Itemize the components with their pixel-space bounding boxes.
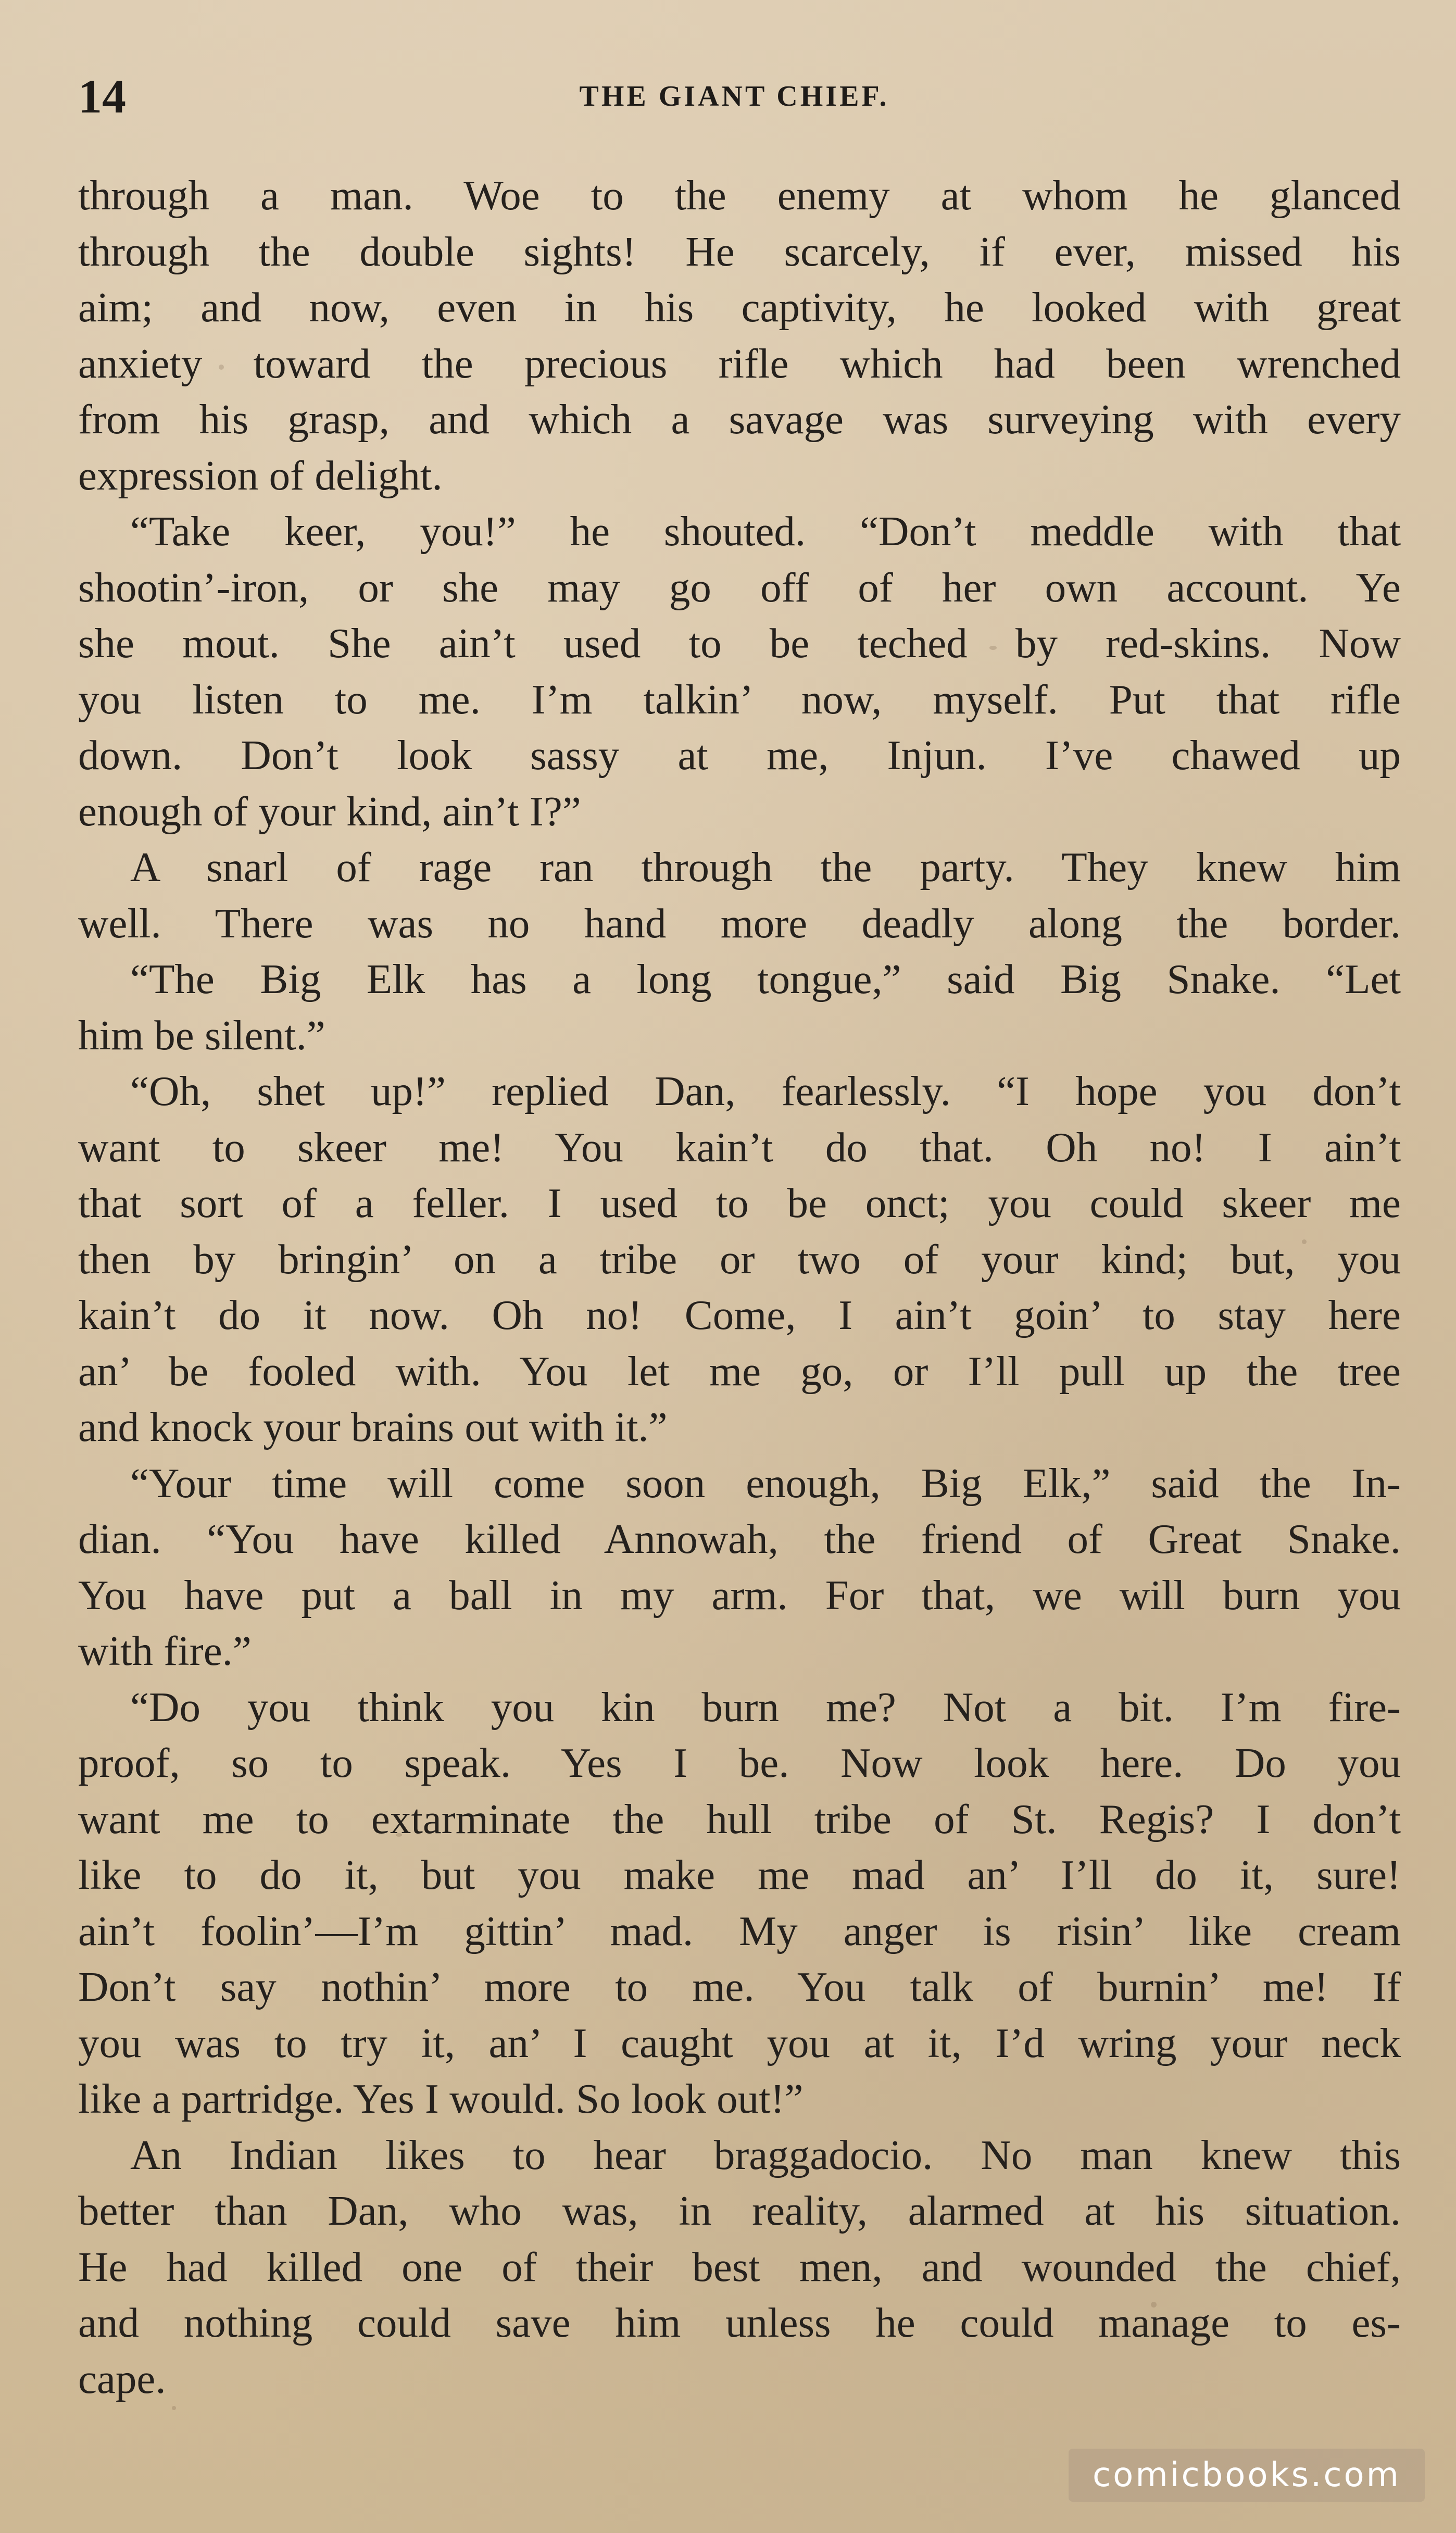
text-line: A snarl of rage ran through the party. They knew him [130,844,1401,891]
text-line: and nothing could save him unless he could manage to es- [78,2299,1401,2346]
text-line: An Indian likes to hear braggadocio. No man knew this [130,2131,1401,2178]
text-line: well. There was no hand more deadly along the border. [78,899,1401,947]
page-number: 14 [78,70,126,123]
text-line: ain’t foolin’—I’m gittin’ mad. My anger is risin’ like cream [78,1907,1401,1954]
text-line: an’ be fooled with. You let me go, or I’ll pull up the tree [78,1347,1401,1395]
text-line: He had killed one of their best men, and wounded the chief, [78,2243,1401,2290]
text-line: you listen to me. I’m talkin’ now, myself. Put that rifle [78,675,1401,723]
text-line: you was to try it, an’ I caught you at it, I’d wring your neck [78,2019,1401,2066]
text-line: “Your time will come soon enough, Big Elk,” said the In- [130,1459,1401,1507]
text-line: dian. “You have killed Annowah, the friend of Great Snake. [78,1515,1401,1562]
text-line: enough of your kind, ain’t I?” [78,787,581,835]
text-line: through the double sights! He scarcely, if ever, missed his [78,228,1401,275]
text-line: want to skeer me! You kain’t do that. Oh no! I ain’t [78,1123,1401,1171]
text-line: “Do you think you kin burn me? Not a bit. I’m fire- [130,1683,1401,1731]
text-line: want me to extarminate the hull tribe of St. Regis? I don’t [78,1795,1401,1842]
text-line: “Oh, shet up!” replied Dan, fearlessly. “I hope you don’t [130,1068,1401,1114]
text-line: with fire.” [78,1627,252,1674]
text-line: “Take keer, you!” he shouted. “Don’t meddle with that [130,508,1401,555]
text-line: through a man. Woe to the enemy at whom he glanced [78,172,1401,219]
text-line: that sort of a feller. I used to be onct; you could skeer me [78,1180,1401,1226]
text-line: like to do it, but you make me mad an’ I’ll do it, sure! [78,1851,1401,1898]
text-line: like a partridge. Yes I would. So look out!” [78,2075,804,2122]
text-line: from his grasp, and which a savage was surveying with every [78,396,1401,443]
text-line: she mout. She ain’t used to be teched by red-skins. Now [78,620,1401,667]
page-header [78,68,1390,125]
text-line: expression of delight. [78,452,443,499]
text-line: proof, so to speak. Yes I be. Now look here. Do you [78,1739,1401,1786]
text-line: You have put a ball in my arm. For that, we will burn you [78,1571,1401,1619]
text-line: aim; and now, even in his captivity, he looked with great [78,284,1401,331]
text-line: better than Dan, who was, in reality, alarmed at his situation. [78,2187,1401,2234]
text-line: shootin’-iron, or she may go off of her own account. Ye [78,563,1401,611]
story-text [78,168,1401,2423]
text-line: then by bringin’ on a tribe or two of your kind; but, you [78,1235,1401,1283]
text-line: kain’t do it now. Oh no! Come, I ain’t goin’ to stay here [78,1291,1401,1338]
text-line: cape. [78,2355,166,2402]
site-watermark: comicbooks.com [1069,2449,1425,2502]
text-line: “The Big Elk has a long tongue,” said Big Snake. “Let [130,956,1401,1002]
text-line: Don’t say nothin’ more to me. You talk of burnin’ me! If [78,1963,1401,2010]
text-line: anxiety toward the precious rifle which had been wrenched [78,340,1401,387]
text-line: down. Don’t look sassy at me, Injun. I’ve chawed up [78,732,1401,779]
text-line: and knock your brains out with it.” [78,1403,668,1450]
running-title: THE GIANT CHIEF. [579,80,889,112]
text-line: him be silent.” [78,1011,325,1059]
